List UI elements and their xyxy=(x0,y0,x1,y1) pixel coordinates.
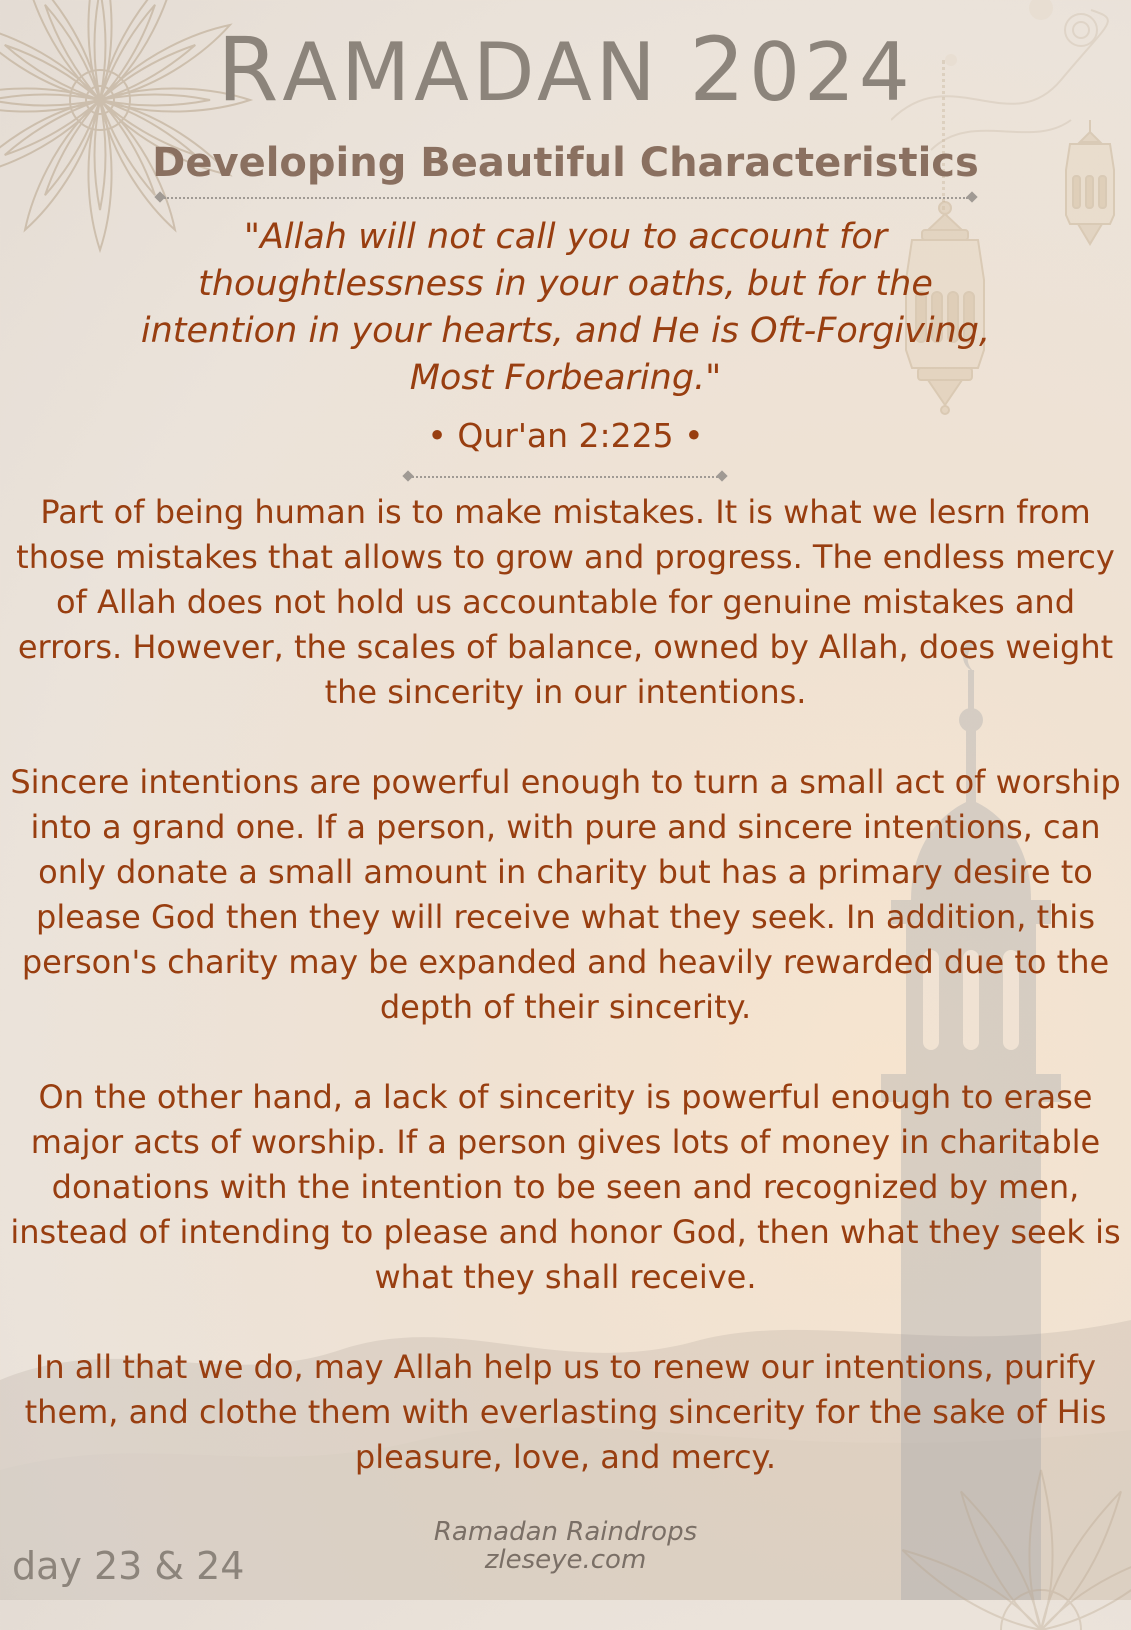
page-subtitle: Developing Beautiful Characteristics xyxy=(152,140,979,186)
body-paragraph: Sincere intentions are powerful enough to turn a small act of worship into a grand one. If a person, with pure and sincere intentions, can only donate a small amount in charity but has a primary desire to please God then they will receive what they seek. In addition, this person's charity may be expanded and heavily rewarded due to the depth of their sincerity. xyxy=(10,763,1121,1026)
credit-website: zleseye.com xyxy=(484,1545,647,1575)
divider-line xyxy=(412,476,718,478)
body-paragraph: On the other hand, a lack of sincerity is powerful enough to erase major acts of worship. If a person gives lots of money in charitable donations with the intention to be seen and recognized by men, instead of intending to please and honor God, then what they seek is what they shall receive. xyxy=(10,1078,1121,1296)
verse-citation: • Qur'an 2:225 • xyxy=(427,416,704,455)
divider xyxy=(156,193,976,203)
day-label: day 23 & 24 xyxy=(12,1544,245,1588)
body-paragraph: In all that we do, may Allah help us to renew our intentions, purify them, and clothe them with everlasting sincerity for the sake of His pleasure, love, and mercy. xyxy=(24,1348,1107,1476)
verse-quote: "Allah will not call you to account for thoughtlessness in your oaths, but for the intention in your hearts, and He is Oft-Forgiving, Most Forbearing." xyxy=(140,217,991,398)
divider-diamond xyxy=(716,470,727,481)
credit-name: Ramadan Raindrops xyxy=(433,1517,698,1547)
page-title-text: RAMADAN 2024 xyxy=(217,18,914,121)
body-paragraph: Part of being human is to make mistakes. It is what we lesrn from those mistakes that allows to grow and progress. The endless mercy of Allah does not hold us accountable for genuine mistakes and errors. However, the scales of balance, owned by Allah, does weight the sincerity in our intentions. xyxy=(16,493,1115,711)
page-title xyxy=(0,18,1131,121)
divider-diamond xyxy=(966,191,977,202)
body-text xyxy=(8,490,1123,1525)
divider-line xyxy=(164,197,968,199)
divider xyxy=(404,472,726,482)
